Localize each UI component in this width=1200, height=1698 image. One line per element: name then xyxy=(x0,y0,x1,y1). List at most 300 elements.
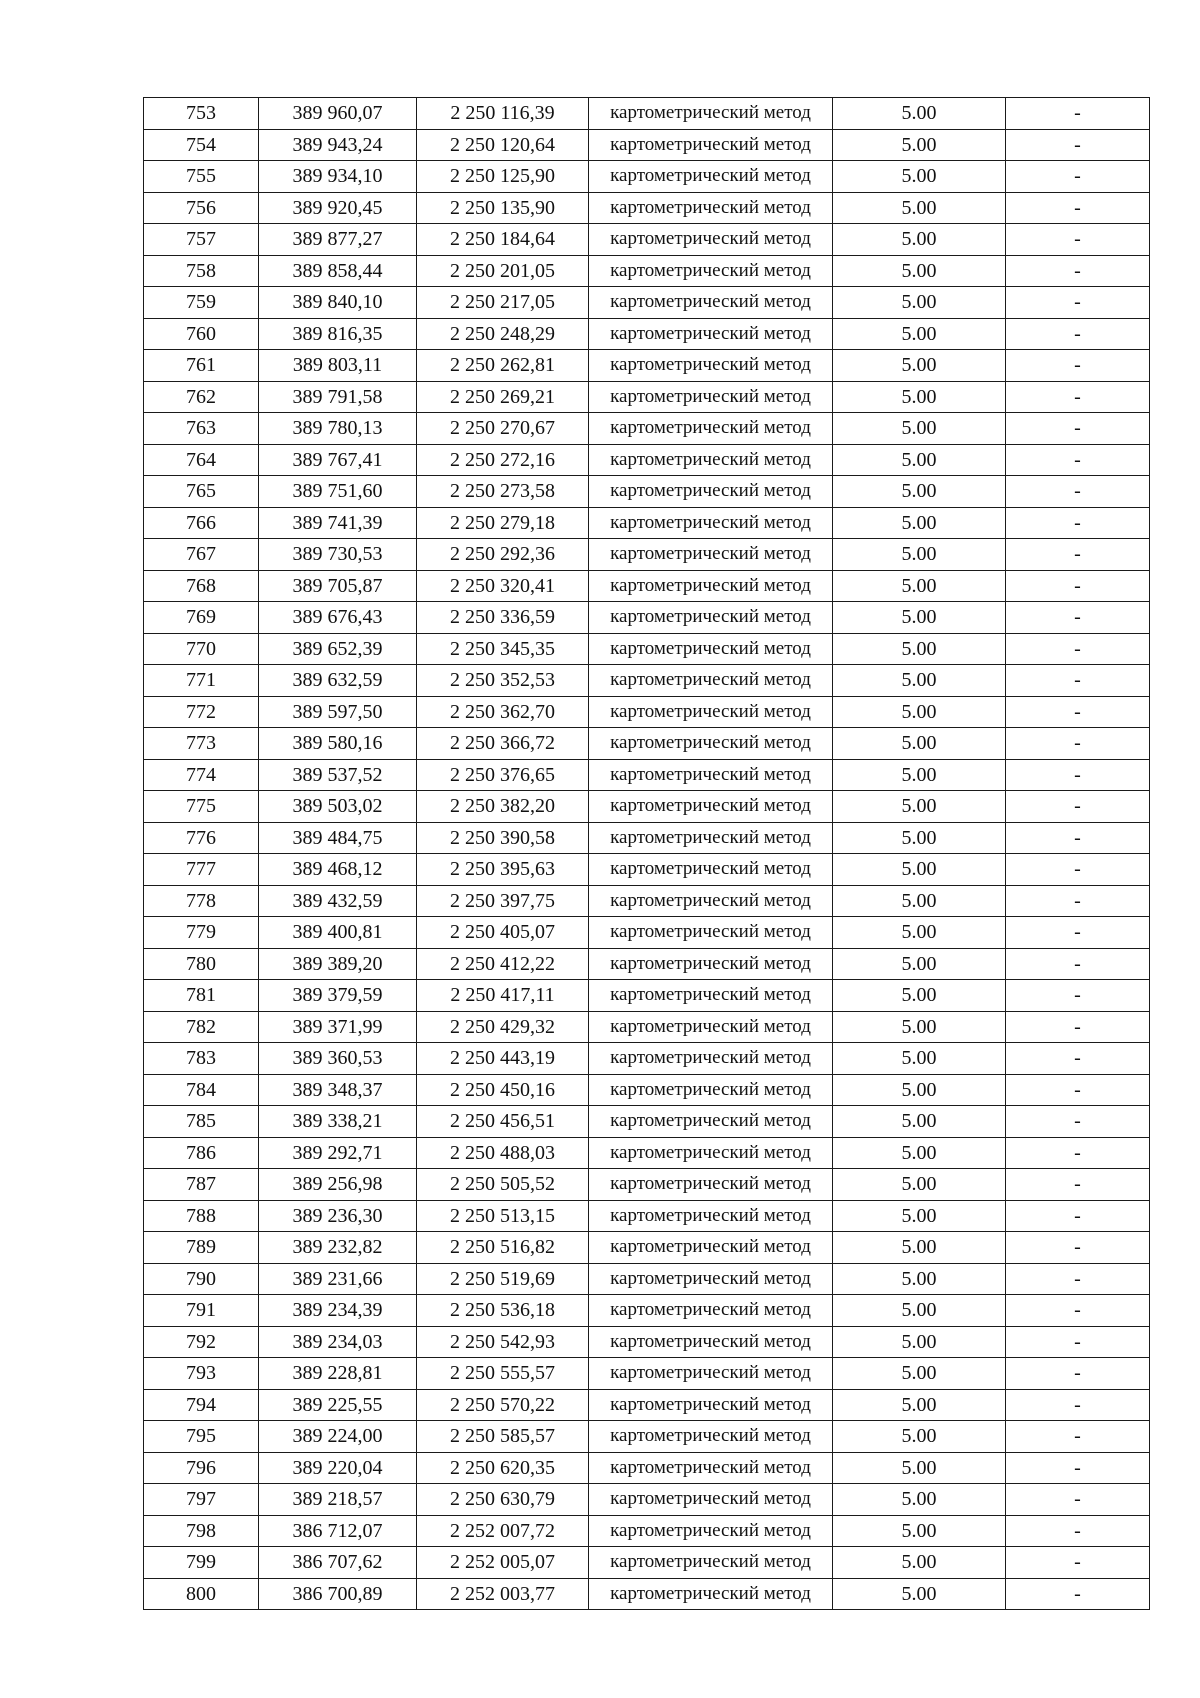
point-number-cell: 763 xyxy=(144,413,259,445)
method-cell: картометрический метод xyxy=(589,885,833,917)
y-coordinate-cell: 2 250 269,21 xyxy=(417,381,589,413)
point-number-cell: 779 xyxy=(144,917,259,949)
accuracy-cell: 5.00 xyxy=(833,444,1006,476)
x-coordinate-cell: 389 537,52 xyxy=(259,759,417,791)
point-number-cell: 767 xyxy=(144,539,259,571)
point-number-cell: 754 xyxy=(144,129,259,161)
x-coordinate-cell: 389 803,11 xyxy=(259,350,417,382)
accuracy-cell: 5.00 xyxy=(833,1074,1006,1106)
note-cell: - xyxy=(1006,980,1150,1012)
accuracy-cell: 5.00 xyxy=(833,1011,1006,1043)
point-number-cell: 799 xyxy=(144,1547,259,1579)
method-cell: картометрический метод xyxy=(589,917,833,949)
note-cell: - xyxy=(1006,1232,1150,1264)
y-coordinate-cell: 2 250 390,58 xyxy=(417,822,589,854)
point-number-cell: 787 xyxy=(144,1169,259,1201)
accuracy-cell: 5.00 xyxy=(833,1421,1006,1453)
method-cell: картометрический метод xyxy=(589,539,833,571)
method-cell: картометрический метод xyxy=(589,1547,833,1579)
method-cell: картометрический метод xyxy=(589,696,833,728)
table-row xyxy=(144,633,1150,665)
point-number-cell: 755 xyxy=(144,161,259,193)
y-coordinate-cell: 2 250 217,05 xyxy=(417,287,589,319)
table-row xyxy=(144,854,1150,886)
point-number-cell: 793 xyxy=(144,1358,259,1390)
point-number-cell: 780 xyxy=(144,948,259,980)
accuracy-cell: 5.00 xyxy=(833,917,1006,949)
accuracy-cell: 5.00 xyxy=(833,854,1006,886)
method-cell: картометрический метод xyxy=(589,728,833,760)
y-coordinate-cell: 2 250 417,11 xyxy=(417,980,589,1012)
y-coordinate-cell: 2 250 336,59 xyxy=(417,602,589,634)
point-number-cell: 758 xyxy=(144,255,259,287)
table-row xyxy=(144,287,1150,319)
accuracy-cell: 5.00 xyxy=(833,1043,1006,1075)
method-cell: картометрический метод xyxy=(589,381,833,413)
note-cell: - xyxy=(1006,1043,1150,1075)
x-coordinate-cell: 389 468,12 xyxy=(259,854,417,886)
coordinates-table xyxy=(143,97,1150,1610)
table-row xyxy=(144,665,1150,697)
accuracy-cell: 5.00 xyxy=(833,570,1006,602)
y-coordinate-cell: 2 250 366,72 xyxy=(417,728,589,760)
note-cell: - xyxy=(1006,791,1150,823)
note-cell: - xyxy=(1006,98,1150,130)
note-cell: - xyxy=(1006,822,1150,854)
method-cell: картометрический метод xyxy=(589,759,833,791)
accuracy-cell: 5.00 xyxy=(833,665,1006,697)
accuracy-cell: 5.00 xyxy=(833,1137,1006,1169)
method-cell: картометрический метод xyxy=(589,224,833,256)
point-number-cell: 800 xyxy=(144,1578,259,1610)
accuracy-cell: 5.00 xyxy=(833,696,1006,728)
x-coordinate-cell: 389 652,39 xyxy=(259,633,417,665)
note-cell: - xyxy=(1006,759,1150,791)
accuracy-cell: 5.00 xyxy=(833,1389,1006,1421)
accuracy-cell: 5.00 xyxy=(833,287,1006,319)
point-number-cell: 795 xyxy=(144,1421,259,1453)
point-number-cell: 797 xyxy=(144,1484,259,1516)
point-number-cell: 775 xyxy=(144,791,259,823)
table-row xyxy=(144,1043,1150,1075)
note-cell: - xyxy=(1006,1295,1150,1327)
y-coordinate-cell: 2 250 362,70 xyxy=(417,696,589,728)
x-coordinate-cell: 389 292,71 xyxy=(259,1137,417,1169)
x-coordinate-cell: 389 220,04 xyxy=(259,1452,417,1484)
y-coordinate-cell: 2 250 273,58 xyxy=(417,476,589,508)
x-coordinate-cell: 389 676,43 xyxy=(259,602,417,634)
note-cell: - xyxy=(1006,413,1150,445)
accuracy-cell: 5.00 xyxy=(833,1232,1006,1264)
x-coordinate-cell: 389 597,50 xyxy=(259,696,417,728)
table-row xyxy=(144,1200,1150,1232)
x-coordinate-cell: 389 348,37 xyxy=(259,1074,417,1106)
table-row xyxy=(144,1452,1150,1484)
table-row xyxy=(144,224,1150,256)
note-cell: - xyxy=(1006,917,1150,949)
table-row xyxy=(144,1137,1150,1169)
method-cell: картометрический метод xyxy=(589,948,833,980)
point-number-cell: 789 xyxy=(144,1232,259,1264)
point-number-cell: 759 xyxy=(144,287,259,319)
table-row xyxy=(144,381,1150,413)
table-row xyxy=(144,728,1150,760)
accuracy-cell: 5.00 xyxy=(833,476,1006,508)
note-cell: - xyxy=(1006,1421,1150,1453)
y-coordinate-cell: 2 250 405,07 xyxy=(417,917,589,949)
table-row xyxy=(144,1326,1150,1358)
x-coordinate-cell: 389 228,81 xyxy=(259,1358,417,1390)
y-coordinate-cell: 2 250 620,35 xyxy=(417,1452,589,1484)
accuracy-cell: 5.00 xyxy=(833,381,1006,413)
point-number-cell: 769 xyxy=(144,602,259,634)
note-cell: - xyxy=(1006,1578,1150,1610)
accuracy-cell: 5.00 xyxy=(833,539,1006,571)
note-cell: - xyxy=(1006,1106,1150,1138)
table-row xyxy=(144,759,1150,791)
method-cell: картометрический метод xyxy=(589,1169,833,1201)
method-cell: картометрический метод xyxy=(589,1515,833,1547)
y-coordinate-cell: 2 252 005,07 xyxy=(417,1547,589,1579)
method-cell: картометрический метод xyxy=(589,980,833,1012)
method-cell: картометрический метод xyxy=(589,507,833,539)
x-coordinate-cell: 389 816,35 xyxy=(259,318,417,350)
method-cell: картометрический метод xyxy=(589,476,833,508)
accuracy-cell: 5.00 xyxy=(833,1452,1006,1484)
table-row xyxy=(144,570,1150,602)
x-coordinate-cell: 389 379,59 xyxy=(259,980,417,1012)
accuracy-cell: 5.00 xyxy=(833,948,1006,980)
method-cell: картометрический метод xyxy=(589,161,833,193)
method-cell: картометрический метод xyxy=(589,1326,833,1358)
method-cell: картометрический метод xyxy=(589,350,833,382)
point-number-cell: 781 xyxy=(144,980,259,1012)
table-row xyxy=(144,822,1150,854)
x-coordinate-cell: 389 231,66 xyxy=(259,1263,417,1295)
note-cell: - xyxy=(1006,602,1150,634)
accuracy-cell: 5.00 xyxy=(833,1484,1006,1516)
accuracy-cell: 5.00 xyxy=(833,633,1006,665)
note-cell: - xyxy=(1006,224,1150,256)
table-row xyxy=(144,1011,1150,1043)
point-number-cell: 788 xyxy=(144,1200,259,1232)
table-row xyxy=(144,1263,1150,1295)
table-row xyxy=(144,539,1150,571)
point-number-cell: 798 xyxy=(144,1515,259,1547)
note-cell: - xyxy=(1006,1547,1150,1579)
note-cell: - xyxy=(1006,255,1150,287)
y-coordinate-cell: 2 250 248,29 xyxy=(417,318,589,350)
note-cell: - xyxy=(1006,350,1150,382)
note-cell: - xyxy=(1006,539,1150,571)
point-number-cell: 783 xyxy=(144,1043,259,1075)
y-coordinate-cell: 2 252 003,77 xyxy=(417,1578,589,1610)
point-number-cell: 778 xyxy=(144,885,259,917)
method-cell: картометрический метод xyxy=(589,1106,833,1138)
y-coordinate-cell: 2 250 201,05 xyxy=(417,255,589,287)
note-cell: - xyxy=(1006,885,1150,917)
y-coordinate-cell: 2 250 443,19 xyxy=(417,1043,589,1075)
table-row xyxy=(144,255,1150,287)
accuracy-cell: 5.00 xyxy=(833,98,1006,130)
y-coordinate-cell: 2 250 456,51 xyxy=(417,1106,589,1138)
accuracy-cell: 5.00 xyxy=(833,161,1006,193)
y-coordinate-cell: 2 250 555,57 xyxy=(417,1358,589,1390)
x-coordinate-cell: 389 705,87 xyxy=(259,570,417,602)
x-coordinate-cell: 389 225,55 xyxy=(259,1389,417,1421)
method-cell: картометрический метод xyxy=(589,129,833,161)
x-coordinate-cell: 389 791,58 xyxy=(259,381,417,413)
note-cell: - xyxy=(1006,192,1150,224)
point-number-cell: 757 xyxy=(144,224,259,256)
y-coordinate-cell: 2 252 007,72 xyxy=(417,1515,589,1547)
accuracy-cell: 5.00 xyxy=(833,1295,1006,1327)
method-cell: картометрический метод xyxy=(589,1421,833,1453)
y-coordinate-cell: 2 250 536,18 xyxy=(417,1295,589,1327)
accuracy-cell: 5.00 xyxy=(833,1515,1006,1547)
table-row xyxy=(144,885,1150,917)
method-cell: картометрический метод xyxy=(589,1484,833,1516)
y-coordinate-cell: 2 250 270,67 xyxy=(417,413,589,445)
note-cell: - xyxy=(1006,1137,1150,1169)
x-coordinate-cell: 389 218,57 xyxy=(259,1484,417,1516)
x-coordinate-cell: 389 632,59 xyxy=(259,665,417,697)
x-coordinate-cell: 386 712,07 xyxy=(259,1515,417,1547)
accuracy-cell: 5.00 xyxy=(833,728,1006,760)
method-cell: картометрический метод xyxy=(589,1578,833,1610)
table-row xyxy=(144,1547,1150,1579)
note-cell: - xyxy=(1006,444,1150,476)
y-coordinate-cell: 2 250 397,75 xyxy=(417,885,589,917)
point-number-cell: 764 xyxy=(144,444,259,476)
table-row xyxy=(144,444,1150,476)
x-coordinate-cell: 389 503,02 xyxy=(259,791,417,823)
method-cell: картометрический метод xyxy=(589,1074,833,1106)
point-number-cell: 790 xyxy=(144,1263,259,1295)
note-cell: - xyxy=(1006,1389,1150,1421)
note-cell: - xyxy=(1006,1452,1150,1484)
x-coordinate-cell: 389 877,27 xyxy=(259,224,417,256)
method-cell: картометрический метод xyxy=(589,287,833,319)
table-row xyxy=(144,318,1150,350)
method-cell: картометрический метод xyxy=(589,1011,833,1043)
x-coordinate-cell: 389 432,59 xyxy=(259,885,417,917)
accuracy-cell: 5.00 xyxy=(833,885,1006,917)
point-number-cell: 791 xyxy=(144,1295,259,1327)
note-cell: - xyxy=(1006,728,1150,760)
note-cell: - xyxy=(1006,1484,1150,1516)
y-coordinate-cell: 2 250 272,16 xyxy=(417,444,589,476)
accuracy-cell: 5.00 xyxy=(833,507,1006,539)
note-cell: - xyxy=(1006,1515,1150,1547)
point-number-cell: 792 xyxy=(144,1326,259,1358)
accuracy-cell: 5.00 xyxy=(833,129,1006,161)
note-cell: - xyxy=(1006,318,1150,350)
accuracy-cell: 5.00 xyxy=(833,791,1006,823)
y-coordinate-cell: 2 250 184,64 xyxy=(417,224,589,256)
point-number-cell: 777 xyxy=(144,854,259,886)
y-coordinate-cell: 2 250 125,90 xyxy=(417,161,589,193)
method-cell: картометрический метод xyxy=(589,602,833,634)
accuracy-cell: 5.00 xyxy=(833,192,1006,224)
x-coordinate-cell: 389 840,10 xyxy=(259,287,417,319)
method-cell: картометрический метод xyxy=(589,665,833,697)
point-number-cell: 766 xyxy=(144,507,259,539)
method-cell: картометрический метод xyxy=(589,791,833,823)
point-number-cell: 762 xyxy=(144,381,259,413)
y-coordinate-cell: 2 250 429,32 xyxy=(417,1011,589,1043)
accuracy-cell: 5.00 xyxy=(833,1263,1006,1295)
accuracy-cell: 5.00 xyxy=(833,1358,1006,1390)
point-number-cell: 770 xyxy=(144,633,259,665)
y-coordinate-cell: 2 250 345,35 xyxy=(417,633,589,665)
point-number-cell: 794 xyxy=(144,1389,259,1421)
accuracy-cell: 5.00 xyxy=(833,759,1006,791)
point-number-cell: 772 xyxy=(144,696,259,728)
point-number-cell: 753 xyxy=(144,98,259,130)
table-row xyxy=(144,1484,1150,1516)
point-number-cell: 796 xyxy=(144,1452,259,1484)
point-number-cell: 756 xyxy=(144,192,259,224)
x-coordinate-cell: 389 256,98 xyxy=(259,1169,417,1201)
point-number-cell: 784 xyxy=(144,1074,259,1106)
method-cell: картометрический метод xyxy=(589,255,833,287)
x-coordinate-cell: 389 751,60 xyxy=(259,476,417,508)
method-cell: картометрический метод xyxy=(589,1137,833,1169)
x-coordinate-cell: 389 484,75 xyxy=(259,822,417,854)
x-coordinate-cell: 389 960,07 xyxy=(259,98,417,130)
accuracy-cell: 5.00 xyxy=(833,413,1006,445)
method-cell: картометрический метод xyxy=(589,444,833,476)
table-row xyxy=(144,917,1150,949)
note-cell: - xyxy=(1006,1263,1150,1295)
x-coordinate-cell: 389 943,24 xyxy=(259,129,417,161)
table-row xyxy=(144,1515,1150,1547)
note-cell: - xyxy=(1006,633,1150,665)
x-coordinate-cell: 386 707,62 xyxy=(259,1547,417,1579)
x-coordinate-cell: 389 858,44 xyxy=(259,255,417,287)
note-cell: - xyxy=(1006,696,1150,728)
table-row xyxy=(144,192,1150,224)
point-number-cell: 773 xyxy=(144,728,259,760)
point-number-cell: 771 xyxy=(144,665,259,697)
accuracy-cell: 5.00 xyxy=(833,1578,1006,1610)
accuracy-cell: 5.00 xyxy=(833,224,1006,256)
accuracy-cell: 5.00 xyxy=(833,822,1006,854)
method-cell: картометрический метод xyxy=(589,1200,833,1232)
table-row xyxy=(144,791,1150,823)
point-number-cell: 765 xyxy=(144,476,259,508)
y-coordinate-cell: 2 250 382,20 xyxy=(417,791,589,823)
y-coordinate-cell: 2 250 585,57 xyxy=(417,1421,589,1453)
point-number-cell: 786 xyxy=(144,1137,259,1169)
note-cell: - xyxy=(1006,1358,1150,1390)
method-cell: картометрический метод xyxy=(589,1452,833,1484)
note-cell: - xyxy=(1006,476,1150,508)
method-cell: картометрический метод xyxy=(589,854,833,886)
y-coordinate-cell: 2 250 116,39 xyxy=(417,98,589,130)
note-cell: - xyxy=(1006,507,1150,539)
method-cell: картометрический метод xyxy=(589,633,833,665)
method-cell: картометрический метод xyxy=(589,1232,833,1264)
point-number-cell: 760 xyxy=(144,318,259,350)
method-cell: картометрический метод xyxy=(589,1295,833,1327)
note-cell: - xyxy=(1006,1326,1150,1358)
note-cell: - xyxy=(1006,570,1150,602)
point-number-cell: 774 xyxy=(144,759,259,791)
y-coordinate-cell: 2 250 279,18 xyxy=(417,507,589,539)
table-row xyxy=(144,1421,1150,1453)
y-coordinate-cell: 2 250 352,53 xyxy=(417,665,589,697)
y-coordinate-cell: 2 250 630,79 xyxy=(417,1484,589,1516)
note-cell: - xyxy=(1006,1169,1150,1201)
note-cell: - xyxy=(1006,1200,1150,1232)
y-coordinate-cell: 2 250 519,69 xyxy=(417,1263,589,1295)
method-cell: картометрический метод xyxy=(589,98,833,130)
y-coordinate-cell: 2 250 120,64 xyxy=(417,129,589,161)
point-number-cell: 768 xyxy=(144,570,259,602)
table-row xyxy=(144,1074,1150,1106)
point-number-cell: 782 xyxy=(144,1011,259,1043)
accuracy-cell: 5.00 xyxy=(833,602,1006,634)
x-coordinate-cell: 389 580,16 xyxy=(259,728,417,760)
method-cell: картометрический метод xyxy=(589,1358,833,1390)
point-number-cell: 776 xyxy=(144,822,259,854)
x-coordinate-cell: 389 389,20 xyxy=(259,948,417,980)
table-row xyxy=(144,948,1150,980)
x-coordinate-cell: 389 234,39 xyxy=(259,1295,417,1327)
method-cell: картометрический метод xyxy=(589,318,833,350)
table-row xyxy=(144,1358,1150,1390)
x-coordinate-cell: 389 236,30 xyxy=(259,1200,417,1232)
y-coordinate-cell: 2 250 542,93 xyxy=(417,1326,589,1358)
y-coordinate-cell: 2 250 488,03 xyxy=(417,1137,589,1169)
method-cell: картометрический метод xyxy=(589,822,833,854)
y-coordinate-cell: 2 250 513,15 xyxy=(417,1200,589,1232)
x-coordinate-cell: 389 920,45 xyxy=(259,192,417,224)
x-coordinate-cell: 389 741,39 xyxy=(259,507,417,539)
y-coordinate-cell: 2 250 395,63 xyxy=(417,854,589,886)
y-coordinate-cell: 2 250 570,22 xyxy=(417,1389,589,1421)
coordinates-table-body xyxy=(144,98,1150,1610)
accuracy-cell: 5.00 xyxy=(833,1106,1006,1138)
table-row xyxy=(144,129,1150,161)
x-coordinate-cell: 389 232,82 xyxy=(259,1232,417,1264)
accuracy-cell: 5.00 xyxy=(833,255,1006,287)
accuracy-cell: 5.00 xyxy=(833,318,1006,350)
accuracy-cell: 5.00 xyxy=(833,1547,1006,1579)
table-row xyxy=(144,696,1150,728)
table-row xyxy=(144,1295,1150,1327)
note-cell: - xyxy=(1006,129,1150,161)
x-coordinate-cell: 389 224,00 xyxy=(259,1421,417,1453)
x-coordinate-cell: 389 400,81 xyxy=(259,917,417,949)
x-coordinate-cell: 389 730,53 xyxy=(259,539,417,571)
x-coordinate-cell: 389 338,21 xyxy=(259,1106,417,1138)
y-coordinate-cell: 2 250 516,82 xyxy=(417,1232,589,1264)
table-row xyxy=(144,350,1150,382)
table-row xyxy=(144,1232,1150,1264)
point-number-cell: 761 xyxy=(144,350,259,382)
y-coordinate-cell: 2 250 505,52 xyxy=(417,1169,589,1201)
method-cell: картометрический метод xyxy=(589,1263,833,1295)
y-coordinate-cell: 2 250 450,16 xyxy=(417,1074,589,1106)
table-row xyxy=(144,1389,1150,1421)
accuracy-cell: 5.00 xyxy=(833,350,1006,382)
table-row xyxy=(144,602,1150,634)
x-coordinate-cell: 389 234,03 xyxy=(259,1326,417,1358)
note-cell: - xyxy=(1006,287,1150,319)
